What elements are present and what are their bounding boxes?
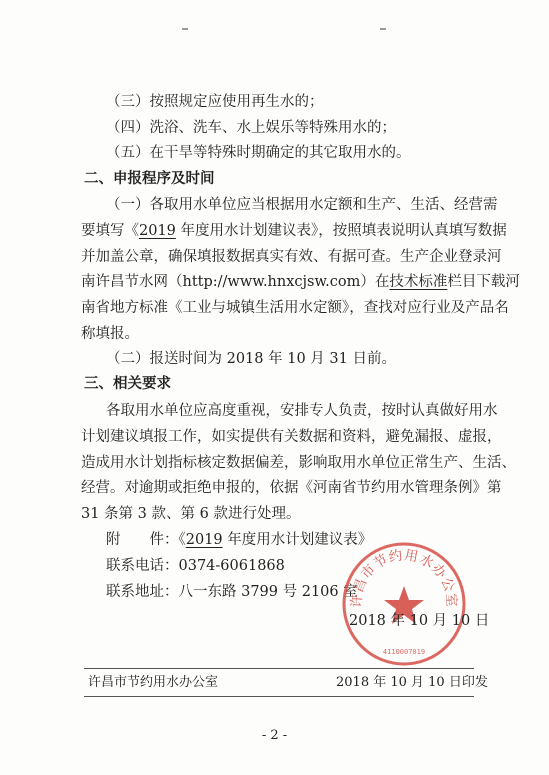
paragraph-line: 计划建议填报工作，如实提供有关数据和资料，避免漏报、虚报， [81,429,502,445]
paragraph-line: 造成用水计划指标核定数据偏差，影响取用水单位正常生产、生活、 [81,455,516,471]
signature-date: 2018 年 10 月 10 日 [349,613,490,629]
footer-bottom-rule [84,696,474,697]
footer-top-rule [84,668,474,669]
contact-phone: 联系电话：0374-6061868 [106,558,285,574]
deadline-line: （二）报送时间为 2018 年 10 月 31 日前。 [106,351,396,367]
paragraph-line: （一）各取用水单位应当根据用水定额和生产、生活、经营需 [106,197,498,213]
paragraph-line: 并加盖公章，确保填报数据真实有效、有据可查。生产企业登录河 [81,249,502,265]
section-2-heading: 二、申报程序及时间 [84,170,215,187]
contact-address: 联系地址：八一东路 3799 号 2106 室 [106,584,358,600]
official-seal [340,540,468,668]
attachment-line: 附 件：《2019 年度用水计划建议表》 [106,532,373,548]
paragraph-line: 南省地方标准《工业与城镇生活用水定额》，查找对应行业及产品名 [81,300,509,316]
paragraph-line: 称填报。 [81,326,139,342]
tech-standard-link: 技术标准 [389,274,448,290]
paragraph-line: 经营。对逾期或拒绝申报的，依据《河南省节约用水管理条例》第 [81,480,502,496]
paragraph-line: 各取用水单位应高度重视，安排专人负责，按时认真做好用水 [106,403,498,419]
seal-text: 许昌市节约用水办公室 [348,547,460,609]
paragraph-line: 要填写《2019 年度用水计划建议表》，按照填表说明认真填写数据 [81,223,507,239]
clause-4: （四）洗浴、洗车、水上娱乐等特殊用水的； [106,120,396,136]
clause-5: （五）在干旱等特殊时期确定的其它取用水的。 [106,145,411,161]
form-year-underlined: 2019 [139,223,176,239]
page-number: - 2 - [261,728,288,743]
section-3-heading: 三、相关要求 [84,375,171,392]
paragraph-line: 31 条第 3 款、第 6 款进行处理。 [81,506,301,522]
paragraph-line: 南许昌节水网（http://www.hnxcjsw.com）在技术标准栏目下载河 [81,274,520,290]
footer-issuer: 许昌市节约用水办公室 [88,675,219,690]
attachment-year-underlined: 2019 [185,532,223,548]
scan-mark [380,28,386,30]
clause-3: （三）按照规定应使用再生水的； [106,94,324,110]
footer-issued-date: 2018 年 10 月 10 日印发 [336,675,488,690]
scan-mark [182,28,188,30]
seal-code: 4110007019 [382,648,426,656]
